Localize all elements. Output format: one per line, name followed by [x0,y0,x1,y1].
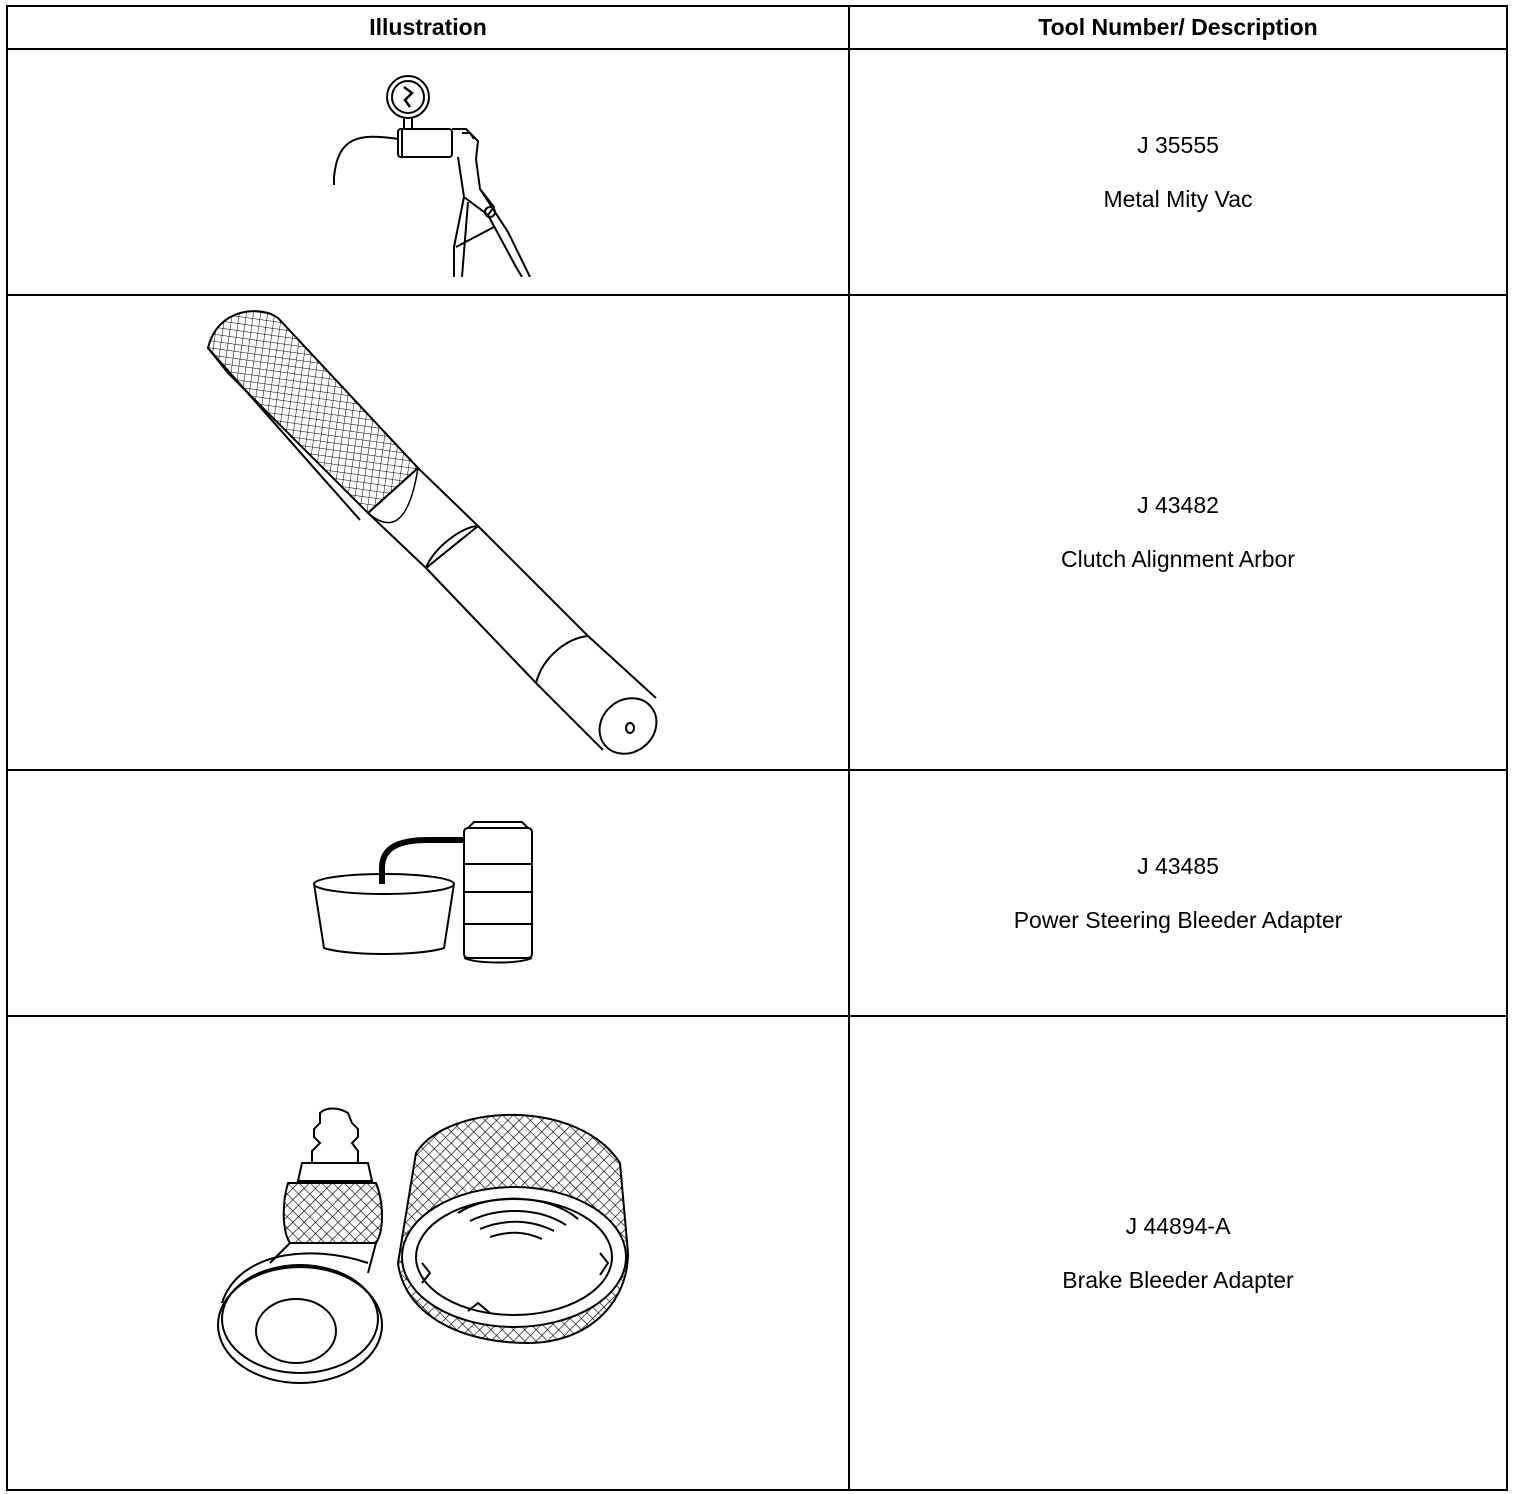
vacuum-pump-gauge-icon [318,67,538,277]
bleeder-adapter-icon [308,818,548,968]
tool-number: J 44894-A [1125,1212,1231,1239]
header-tool-number-description: Tool Number/ Description [849,6,1507,49]
table-row [7,295,1507,770]
header-illustration: Illustration [7,6,849,49]
tool-description: Power Steering Bleeder Adapter [1013,906,1343,933]
tool-table [6,5,1508,1491]
table-row [7,49,1507,295]
description-cell [849,1016,1507,1490]
header-row [7,6,1507,49]
table-row [7,770,1507,1016]
description-cell [849,295,1507,770]
tool-description: Brake Bleeder Adapter [1062,1266,1294,1293]
tool-description: Metal Mity Vac [1103,185,1253,212]
description-cell [849,49,1507,295]
alignment-arbor-icon [8,298,848,768]
illustration-cell [7,295,849,770]
brake-bleeder-adapter-icon [208,1103,648,1403]
tool-number: J 43485 [1137,852,1219,879]
table-row [7,1016,1507,1490]
illustration-cell [7,770,849,1016]
tool-description: Clutch Alignment Arbor [1061,546,1295,572]
illustration-cell [7,49,849,295]
tool-number: J 35555 [1137,131,1219,158]
description-cell [849,770,1507,1016]
tool-number: J 43482 [1137,492,1219,518]
illustration-cell [7,1016,849,1490]
